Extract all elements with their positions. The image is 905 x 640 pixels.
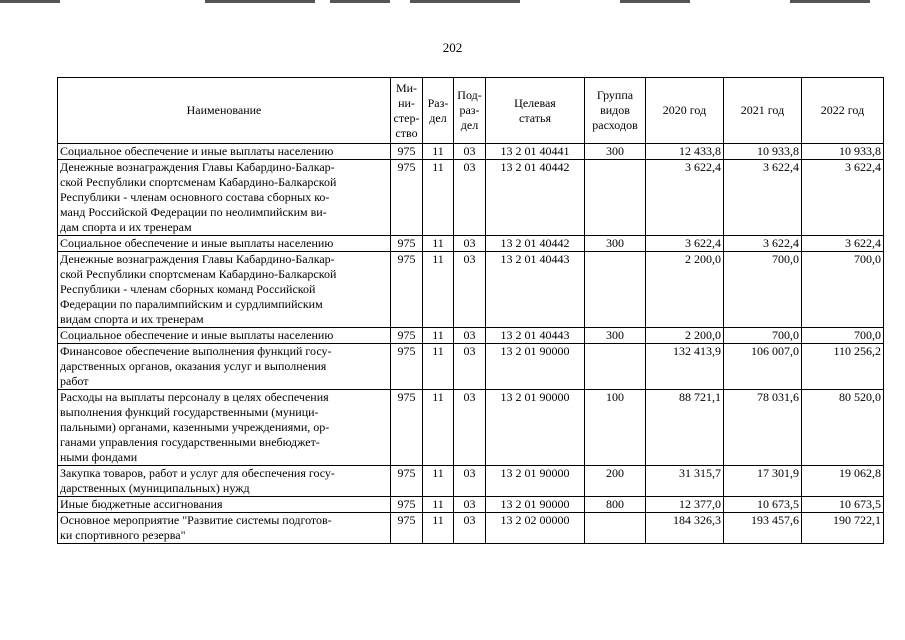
cell-ministry: 975 (391, 144, 423, 160)
cell-group (585, 252, 646, 328)
table-row (58, 236, 884, 252)
cell-name: Финансовое обеспечение выполнения функций госу- дарственных органов, оказания услуг и выполнения работ (58, 344, 391, 390)
cell-2020: 2 200,0 (646, 252, 724, 328)
table-row (58, 466, 884, 497)
cell-2020: 2 200,0 (646, 328, 724, 344)
cell-subsection: 03 (454, 144, 486, 160)
cell-name: Закупка товаров, работ и услуг для обеспечения госу- дарственных (муниципальных) нужд (58, 466, 391, 497)
cell-ministry: 975 (391, 160, 423, 236)
cell-section: 11 (423, 144, 454, 160)
cell-subsection: 03 (454, 236, 486, 252)
cell-section: 11 (423, 160, 454, 236)
cell-group: 300 (585, 236, 646, 252)
cell-section: 11 (423, 390, 454, 466)
cell-ministry: 975 (391, 328, 423, 344)
cell-ministry: 975 (391, 513, 423, 544)
cell-target: 13 2 01 40443 (486, 328, 585, 344)
cell-2020: 12 377,0 (646, 497, 724, 513)
cell-name: Денежные вознаграждения Главы Кабардино-Балкар- ской Республики спортсменам Кабардино-Балкарской Республики - членам сборных команд Российской Федерации по паралимпийским и сурдлимпийским видам спорта и их тренерам (58, 252, 391, 328)
cell-2022: 110 256,2 (802, 344, 884, 390)
header-2020: 2020 год (646, 78, 724, 144)
cell-2021: 10 933,8 (724, 144, 802, 160)
cell-group (585, 160, 646, 236)
cell-2022: 190 722,1 (802, 513, 884, 544)
cell-name: Социальное обеспечение и иные выплаты населению (58, 328, 391, 344)
cell-group: 300 (585, 144, 646, 160)
table-row (58, 144, 884, 160)
cell-target: 13 2 01 90000 (486, 466, 585, 497)
cell-2021: 700,0 (724, 252, 802, 328)
cell-subsection: 03 (454, 160, 486, 236)
cell-name: Социальное обеспечение и иные выплаты населению (58, 144, 391, 160)
cell-target: 13 2 01 40443 (486, 252, 585, 328)
header-subsection: Под- раз- дел (454, 78, 486, 144)
table-row (58, 344, 884, 390)
cell-name: Иные бюджетные ассигнования (58, 497, 391, 513)
cell-group: 800 (585, 497, 646, 513)
cell-2022: 700,0 (802, 252, 884, 328)
cell-2020: 31 315,7 (646, 466, 724, 497)
cell-target: 13 2 01 90000 (486, 390, 585, 466)
cell-ministry: 975 (391, 236, 423, 252)
cell-2021: 3 622,4 (724, 160, 802, 236)
cell-section: 11 (423, 466, 454, 497)
cell-section: 11 (423, 513, 454, 544)
cell-ministry: 975 (391, 466, 423, 497)
cell-name: Основное мероприятие "Развитие системы подготов- ки спортивного резерва" (58, 513, 391, 544)
cell-2022: 10 933,8 (802, 144, 884, 160)
cell-2020: 132 413,9 (646, 344, 724, 390)
header-2022: 2022 год (802, 78, 884, 144)
cell-section: 11 (423, 497, 454, 513)
cell-section: 11 (423, 328, 454, 344)
page-number: 202 (442, 40, 463, 55)
cell-subsection: 03 (454, 328, 486, 344)
table-row (58, 390, 884, 466)
cell-subsection: 03 (454, 344, 486, 390)
cell-ministry: 975 (391, 344, 423, 390)
table-body (58, 144, 884, 544)
cell-target: 13 2 01 40441 (486, 144, 585, 160)
cell-target: 13 2 01 40442 (486, 236, 585, 252)
cell-name: Денежные вознаграждения Главы Кабардино-Балкар- ской Республики спортсменам Кабардино-Балкарской Республики - членам основного состава сборных ко- манд Российской Федерации по неолимпийским ви- дам спорта и их тренерам (58, 160, 391, 236)
table-header-row (58, 78, 884, 144)
cell-2022: 3 622,4 (802, 236, 884, 252)
cell-ministry: 975 (391, 390, 423, 466)
cell-group (585, 344, 646, 390)
scan-artifact-top (0, 0, 905, 6)
cell-2022: 700,0 (802, 328, 884, 344)
cell-name: Социальное обеспечение и иные выплаты населению (58, 236, 391, 252)
cell-2020: 3 622,4 (646, 160, 724, 236)
cell-group: 200 (585, 466, 646, 497)
cell-target: 13 2 01 90000 (486, 497, 585, 513)
header-section: Раз- дел (423, 78, 454, 144)
cell-2022: 80 520,0 (802, 390, 884, 466)
header-target: Целевая статья (486, 78, 585, 144)
cell-group: 100 (585, 390, 646, 466)
cell-2021: 3 622,4 (724, 236, 802, 252)
cell-2022: 19 062,8 (802, 466, 884, 497)
cell-name: Расходы на выплаты персоналу в целях обеспечения выполнения функций государственными (муници- пальными) органами, казенными учреждениями, ор- ганами управления государственными внебюджет- ными фондами (58, 390, 391, 466)
cell-2021: 106 007,0 (724, 344, 802, 390)
header-2021: 2021 год (724, 78, 802, 144)
header-group: Группа видов расходов (585, 78, 646, 144)
cell-target: 13 2 01 90000 (486, 344, 585, 390)
cell-2021: 78 031,6 (724, 390, 802, 466)
cell-2020: 184 326,3 (646, 513, 724, 544)
table-row (58, 252, 884, 328)
cell-2021: 10 673,5 (724, 497, 802, 513)
cell-section: 11 (423, 252, 454, 328)
table-row (58, 513, 884, 544)
cell-subsection: 03 (454, 513, 486, 544)
cell-ministry: 975 (391, 497, 423, 513)
cell-2022: 10 673,5 (802, 497, 884, 513)
table-row (58, 497, 884, 513)
cell-section: 11 (423, 236, 454, 252)
cell-subsection: 03 (454, 390, 486, 466)
cell-2021: 700,0 (724, 328, 802, 344)
cell-2020: 3 622,4 (646, 236, 724, 252)
table-row (58, 160, 884, 236)
cell-2021: 17 301,9 (724, 466, 802, 497)
table-row (58, 328, 884, 344)
cell-section: 11 (423, 344, 454, 390)
cell-target: 13 2 02 00000 (486, 513, 585, 544)
cell-2022: 3 622,4 (802, 160, 884, 236)
cell-2021: 193 457,6 (724, 513, 802, 544)
cell-target: 13 2 01 40442 (486, 160, 585, 236)
header-name: Наименование (58, 78, 391, 144)
header-ministry: Ми- ни- стер- ство (391, 78, 423, 144)
cell-subsection: 03 (454, 252, 486, 328)
cell-2020: 88 721,1 (646, 390, 724, 466)
cell-subsection: 03 (454, 466, 486, 497)
cell-subsection: 03 (454, 497, 486, 513)
cell-2020: 12 433,8 (646, 144, 724, 160)
cell-group (585, 513, 646, 544)
cell-ministry: 975 (391, 252, 423, 328)
budget-table (57, 77, 884, 544)
cell-group: 300 (585, 328, 646, 344)
